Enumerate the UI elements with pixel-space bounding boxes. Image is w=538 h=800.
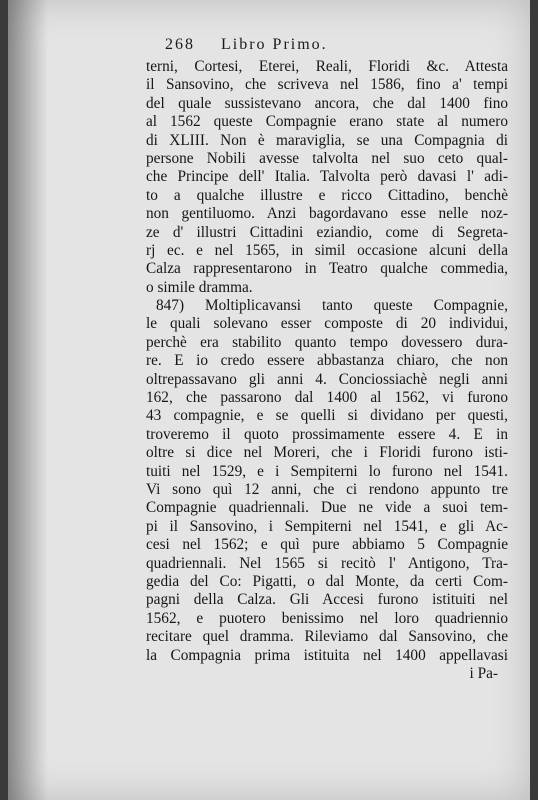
text-line: del quale sussistevano ancora, che dal 1400 fino: [146, 94, 508, 112]
text-line: ze d' illustri Cittadini eziandio, come di Segreta-: [146, 223, 508, 241]
text-line: troveremo il quoto prossimamente essere 4. E in: [146, 425, 508, 443]
text-line: la Compagnia prima istituita nel 1400 appellavasi: [146, 646, 508, 664]
text-line: 847) Moltiplicavansi tanto queste Compagnie,: [156, 297, 508, 315]
text-line: gedia del Co: Pigatti, o dal Monte, da certi Com-: [146, 572, 508, 590]
text-line: quadriennali. Nel 1565 si recitò l' Antigono, Tra-: [146, 554, 508, 572]
text-line: 1562, e puotero benissimo nel loro quadriennio: [146, 609, 508, 627]
text-line: perchè era stabilito quanto tempo dovessero dura-: [146, 333, 508, 351]
running-header: [165, 36, 505, 54]
book-page: [8, 0, 530, 800]
text-line: le quali solevano esser composte di 20 individui,: [146, 315, 508, 333]
text-line: pagni della Calza. Gli Accesi furono istituiti nel: [146, 591, 508, 609]
text-line: 162, che passarono dal 1400 al 1562, vi furono: [146, 389, 508, 407]
text-line: pi il Sansovino, i Sempiterni nel 1541, e gli Ac-: [146, 517, 508, 535]
text-line: terni, Cortesi, Eterei, Reali, Floridi &c. Attesta: [146, 58, 508, 75]
page-gutter-shadow: [8, 0, 48, 800]
text-line: al 1562 queste Compagnie erano state al numero: [146, 113, 508, 131]
text-line: re. E io credo essere abbastanza chiaro, che non: [146, 352, 508, 370]
text-line: oltre si dice nel Moreri, che i Floridi furono isti-: [146, 444, 508, 462]
text-line: che Principe dell' Italia. Talvolta però davasi l' adi-: [146, 168, 508, 186]
text-line: il Sansovino, che scriveva nel 1586, fino a' tempi: [146, 76, 508, 94]
text-line: rj ec. e nel 1565, in simil occasione alcuni della: [146, 241, 508, 259]
text-line: cesi nel 1562; e quì pure abbiamo 5 Compagnie: [146, 536, 508, 554]
running-title: Libro Primo.: [221, 36, 328, 53]
text-line: Calza rappresentarono in Teatro qualche commedia,: [146, 260, 508, 278]
text-line: tuiti nel 1529, e i Sempiterni lo furono nel 1541.: [146, 462, 508, 480]
text-line: di XLIII. Non è maraviglia, se una Compagnia di: [146, 131, 508, 149]
text-line: Vi sono quì 12 anni, che ci rendono appunto tre: [146, 480, 508, 498]
body-text: [146, 58, 508, 683]
text-line: oltrepassavano gli anni 4. Conciossiachè negli anni: [146, 370, 508, 388]
text-line: Compagnie quadriennali. Due ne vide a suoi tem-: [146, 499, 508, 517]
catchword: i Pa-: [469, 664, 498, 682]
text-line: recitare quel dramma. Rileviamo dal Sansovino, che: [146, 628, 508, 646]
text-line: persone Nobili avesse talvolta nel suo ceto qual-: [146, 149, 508, 167]
text-line: to a qualche illustre e ricco Cittadino, benchè: [146, 186, 508, 204]
text-line: o simile dramma.: [146, 278, 253, 296]
text-line: non gentiluomo. Anzi bagordavano esse nelle noz-: [146, 205, 508, 223]
page-number: 268: [165, 36, 195, 53]
text-line: 43 compagnie, e se quelli si dividano per questi,: [146, 407, 508, 425]
